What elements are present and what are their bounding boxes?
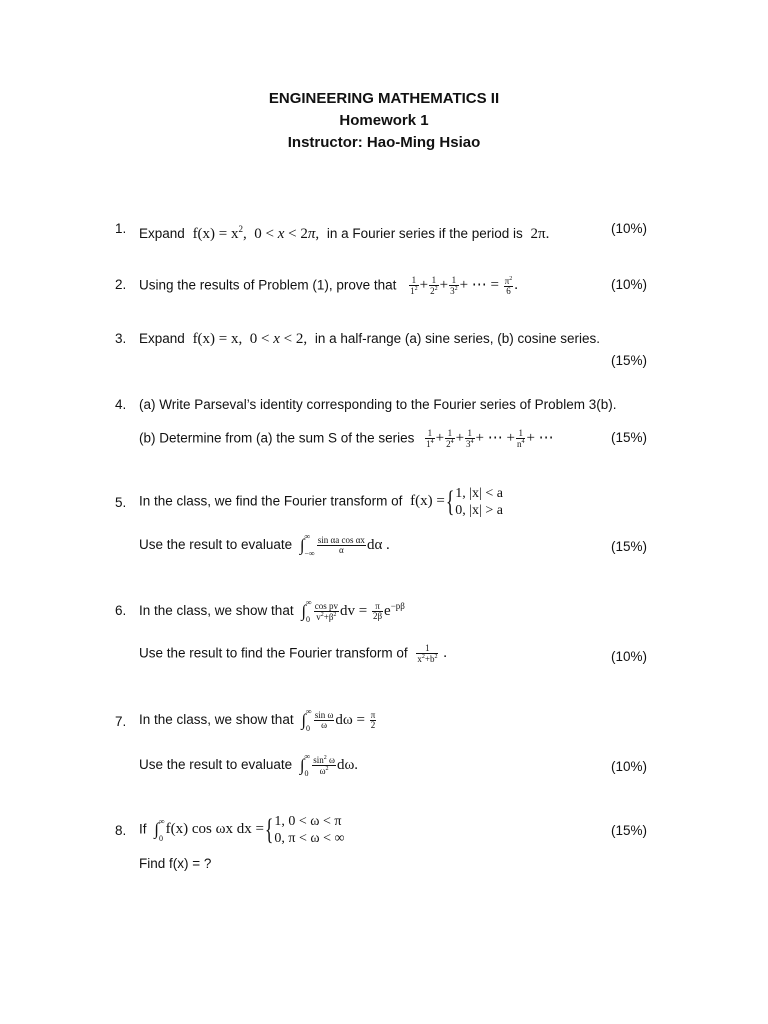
- problem-text-b: (b) Determine from (a) the sum S of the series $\frac{1}{1^4}$ + $\frac{1}{2^4}$ + $\frac{1}{3^4}$ + ⋯ + $\frac{1}{n^4}$ + ⋯: [139, 428, 554, 449]
- math-integral: ∫ ∞ −∞ $\frac{\text{sin αa cos αx}}{\alpha}$ dα .: [299, 532, 390, 558]
- problem-text: Use the result to find the Fourier transform of $\frac{1}{x^2+b^2}$ .: [139, 643, 447, 664]
- problem-text-a: (a) Write Parseval’s identity corresponding to the Fourier series of Problem 3(b).: [139, 397, 617, 412]
- problem-number: 5.: [115, 495, 127, 510]
- problem-weight: (10%): [610, 221, 647, 236]
- problem-text: Use the result to evaluate ∫ ∞ −∞ $\frac{\text{sin αa cos αx}}{\alpha}$ dα .: [139, 532, 390, 558]
- math-expression: f(x) = x, 0 < x < 2,: [192, 331, 308, 347]
- problem-text: In the class, we show that ∫ ∞ 0 $\frac{\text{sin ω}}{\omega}$ dω = $\frac{\pi}{2}$: [139, 707, 376, 733]
- math-expression: $\frac{1}{x^2+b^2}$ .: [417, 643, 447, 664]
- course-title: ENGINEERING MATHEMATICS II: [268, 90, 500, 107]
- instructor-name: Instructor: Hao-Ming Hsiao: [287, 134, 481, 151]
- problem-text: Expand $f(x) = x^2$, 0 < x < 2π, in a Fourier series if the period is 2π.: [139, 224, 550, 242]
- problem-weight: (10%): [610, 277, 647, 292]
- math-integral-piecewise: ∫ ∞ 0 f(x) cos ωx dx ={ 1, 0 < ω < π 0, π < ω < ∞: [154, 813, 345, 846]
- problem-number: 8.: [115, 823, 127, 838]
- problem-number: 1.: [115, 221, 127, 236]
- problem-number: 2.: [115, 277, 127, 292]
- problem-text: Find f(x) = ?: [139, 856, 212, 871]
- problem-weight: (15%): [610, 539, 647, 554]
- math-period: 2π.: [530, 226, 550, 242]
- math-integral: ∫ ∞ 0 $\frac{\text{cos pv}}{v^2+\beta^2}$ dv = $\frac{\pi}{2\beta}$ $e^{-p\beta}$: [301, 598, 405, 625]
- homework-title: Homework 1: [339, 112, 429, 129]
- problem-text: Using the results of Problem (1), prove that $\frac{1}{1^2}$ + $\frac{1}{2^2}$ + $\frac{1}{3^2}$ + ⋯ = $\frac{\pi^2}{6}$ .: [139, 275, 519, 296]
- problem-number: 3.: [115, 331, 127, 346]
- math-piecewise: f(x) ={ 1, |x| < a 0, |x| > a: [410, 485, 503, 518]
- math-expression: $f(x) = x^2$, 0 < x < 2π,: [192, 224, 320, 242]
- problem-text: In the class, we show that ∫ ∞ 0 $\frac{\text{cos pv}}{v^2+\beta^2}$ dv = $\frac{\pi}{2\beta}$ $e^{-p\beta}$: [139, 598, 405, 625]
- problem-number: 4.: [115, 397, 127, 412]
- problem-number: 6.: [115, 603, 127, 618]
- problem-text: Expand f(x) = x, 0 < x < 2, in a half-range (a) sine series, (b) cosine series.: [139, 331, 600, 347]
- problem-weight: (10%): [610, 649, 647, 664]
- math-integral: ∫ ∞ 0 $\frac{\text{sin ω}}{\omega}$ dω = $\frac{\pi}{2}$: [301, 707, 376, 733]
- problem-weight: (15%): [610, 430, 647, 445]
- problem-weight: (15%): [610, 353, 647, 368]
- math-integral: ∫ ∞ 0 $\frac{\sin^2 \omega}{\omega^2}$ dω.: [299, 752, 359, 778]
- problem-weight: (10%): [610, 759, 647, 774]
- problem-weight: (15%): [610, 823, 647, 838]
- problem-text: In the class, we find the Fourier transform of f(x) ={ 1, |x| < a 0, |x| > a: [139, 485, 503, 518]
- math-series: $\frac{1}{1^4}$ + $\frac{1}{2^4}$ + $\frac{1}{3^4}$ + ⋯ + $\frac{1}{n^4}$ + ⋯: [426, 428, 554, 449]
- math-series: $\frac{1}{1^2}$ + $\frac{1}{2^2}$ + $\frac{1}{3^2}$ + ⋯ = $\frac{\pi^2}{6}$ .: [410, 275, 519, 296]
- problem-number: 7.: [115, 714, 127, 729]
- problem-text: Use the result to evaluate ∫ ∞ 0 $\frac{\sin^2 \omega}{\omega^2}$ dω.: [139, 752, 359, 778]
- problem-text: If ∫ ∞ 0 f(x) cos ωx dx ={ 1, 0 < ω < π 0, π < ω < ∞: [139, 813, 345, 846]
